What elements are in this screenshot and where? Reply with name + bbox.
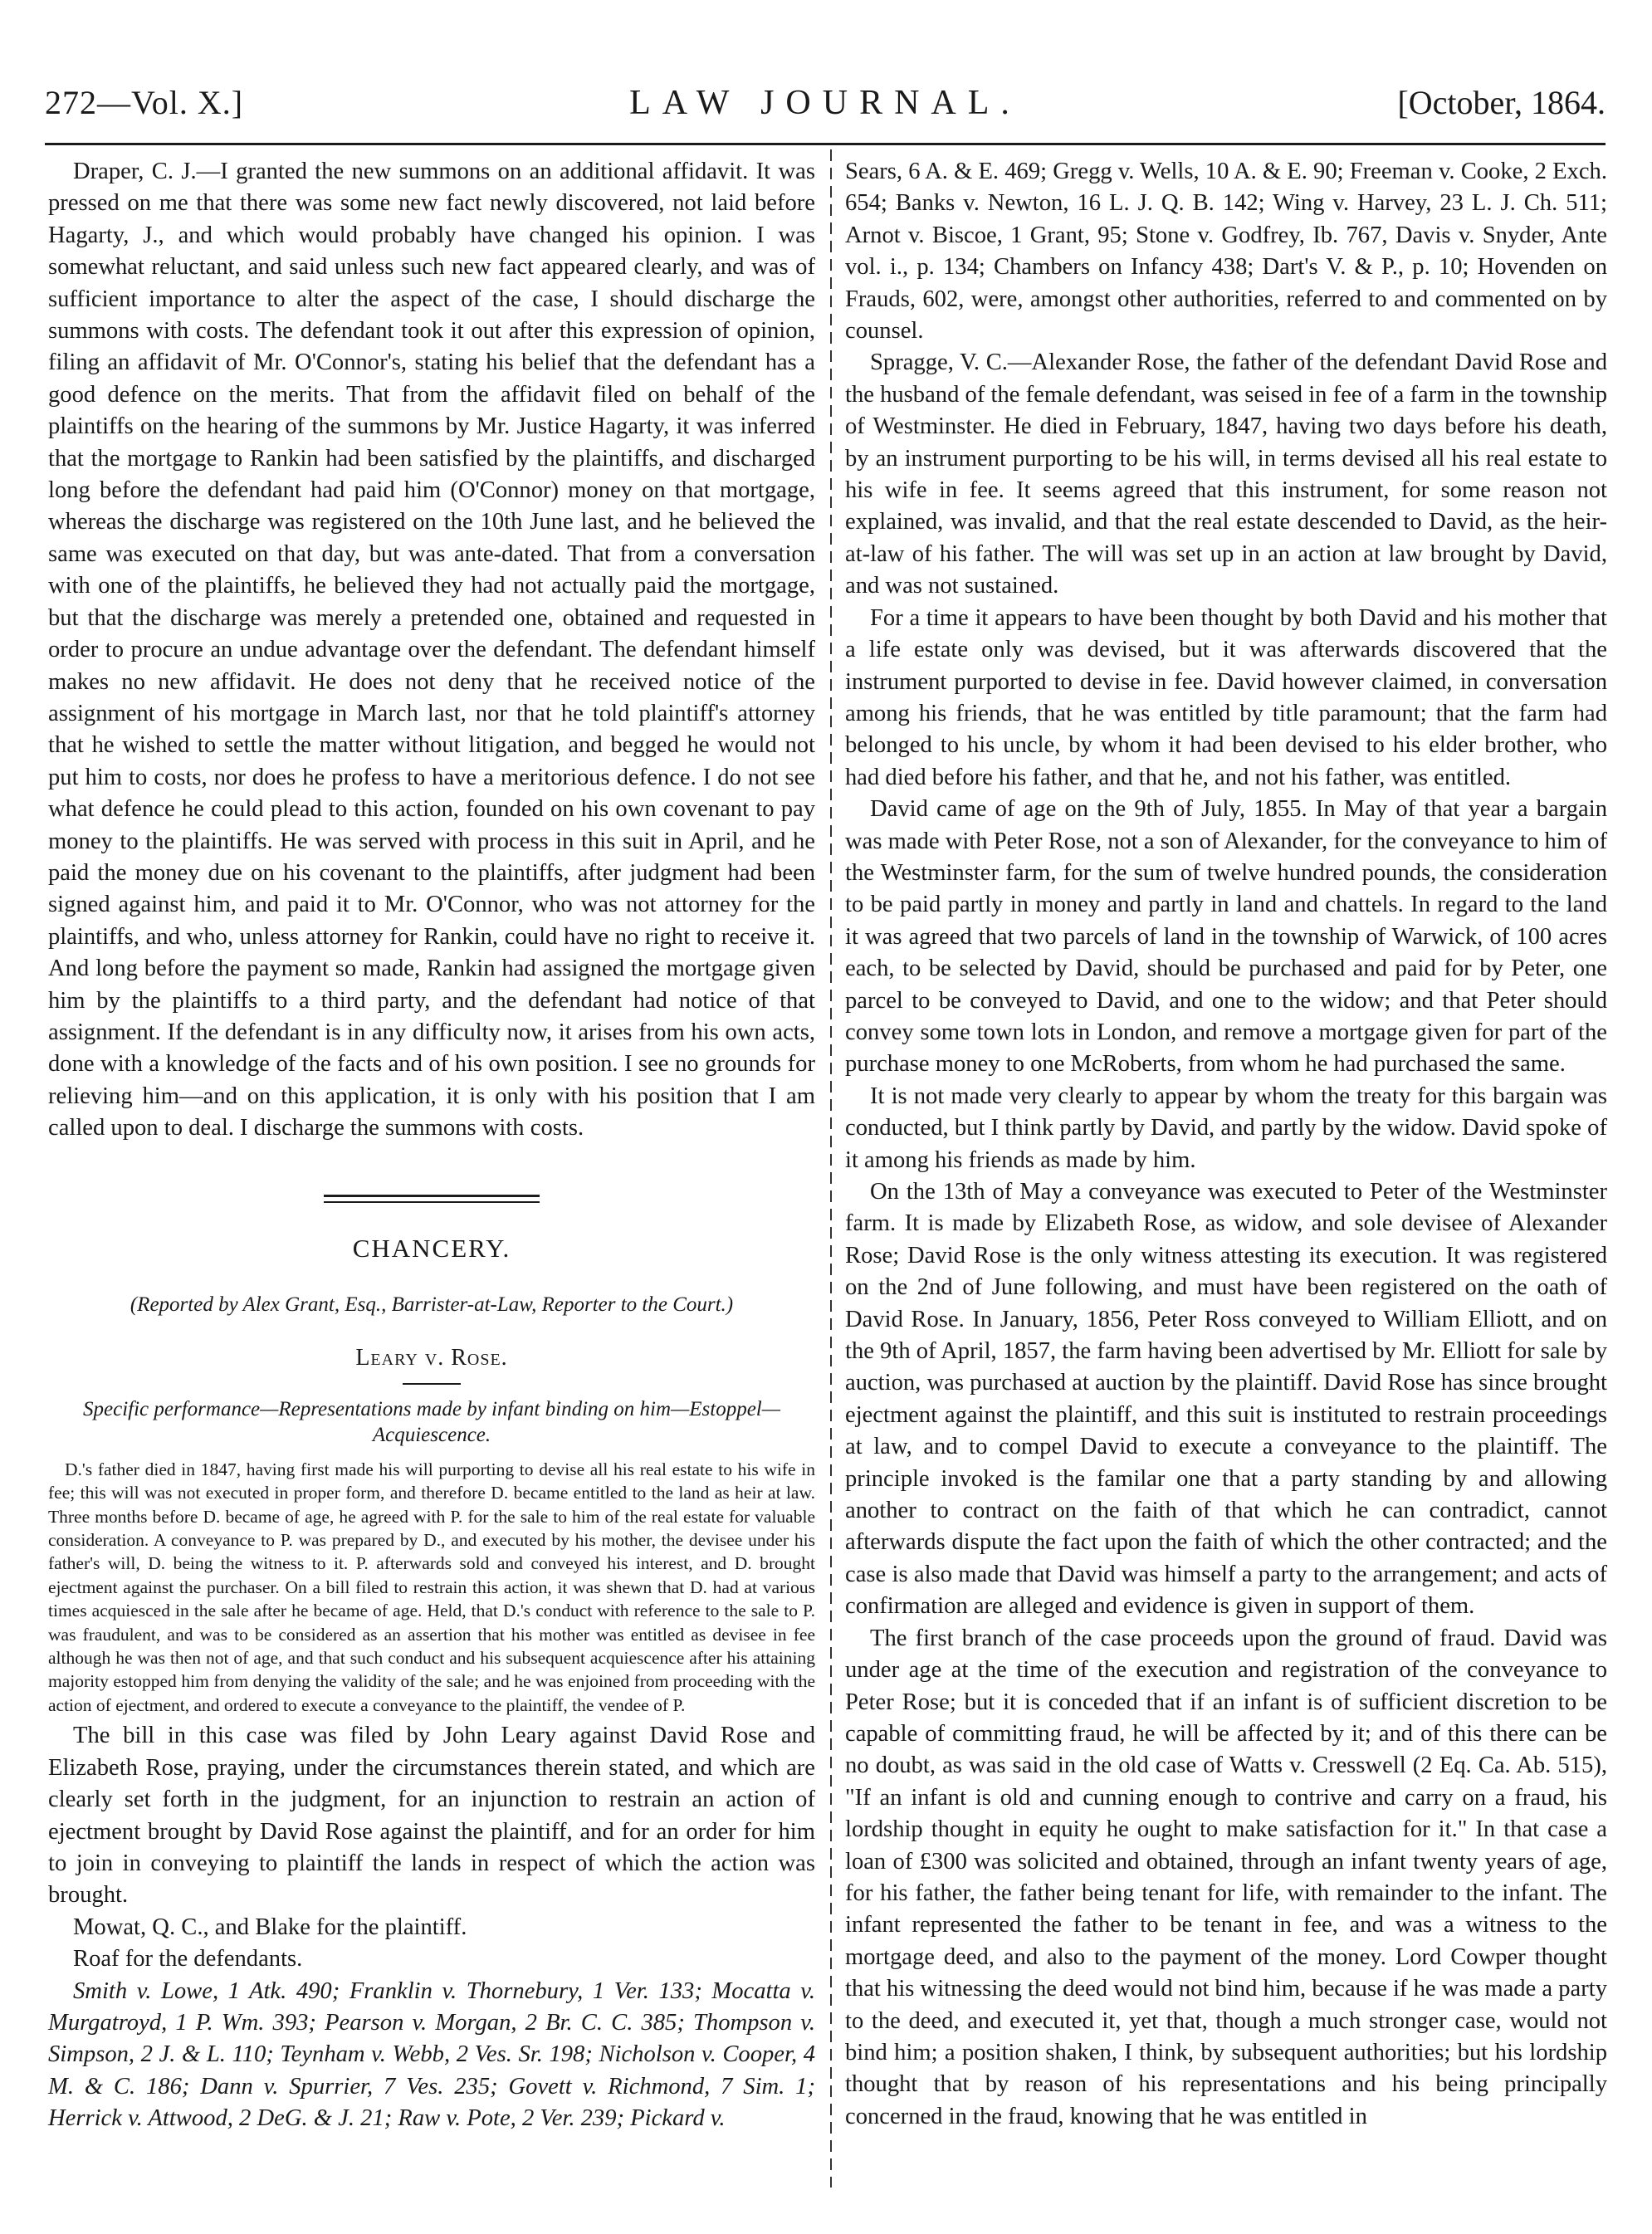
issue-date: [October, 1864. [1397,84,1606,121]
spragge-paragraph-2: For a time it appears to have been thought by both David and his mother that a life estate only was devised, but it was afterwards discovered that the instrument purported to devise in fee. David however claimed, in conversation among his friends, that he was entitled by title paramount; that the farm had belonged to his uncle, by whom it had been devised to his elder brother, who had died before his father, and that he, and not his father, was entitled. [845,604,1607,790]
spragge-paragraph-1: Spragge, V. C.—Alexander Rose, the father of the defendant David Rose and the husband of the female defendant, was seised in fee of a farm in the township of Westminster. He died in February, 1847, having two days before his death, by an instrument purporting to be his will, in terms devised all his real estate to his wife in fee. It seems agreed that this instrument, for some reason not explained, was invalid, and that the real estate descended to David, as the heir-at-law of his father. The will was set up in an action at law brought by David, and was not sustained. [845,350,1607,599]
case-title-rule [403,1383,461,1385]
spragge-paragraph-4: It is not made very clearly to appear by whom the treaty for this bargain was conducted, but I think partly by David, and partly by the widow. David spoke of it among his friends as made by him. [845,1083,1607,1173]
citations-continued: Sears, 6 A. & E. 469; Gregg v. Wells, 10 A. & E. 90; Freeman v. Cooke, 2 Exch. 654; Banks v. Newton, 16 L. J. Q. B. 142; Wing v. Harvey, 23 L. J. Ch. 511; Arnot v. Biscoe, 1 Grant, 95; Stone v. Godfrey, Ib. 767, Davis v. Snyder, Ante vol. i., p. 134; Chambers on Infancy 438; Dart's V. & P., p. 10; Hovenden on Frauds, 602, were, amongst other authorities, referred to and commented on by counsel. [845,159,1607,345]
counsel-defendants: Roaf for the defendants. [73,1946,303,1972]
reporter-credit: (Reported by Alex Grant, Esq., Barrister-at-Law, Reporter to the Court.) [130,1293,734,1316]
section-title: CHANCERY. [352,1233,511,1263]
header-rule [45,143,1606,145]
headnote [48,1458,815,1717]
spragge-paragraph-6: The first branch of the case proceeds upon the ground of fraud. David was under age at the time of the execution and registration of the conveyance to Peter Rose; but it is conceded that if an infant is of sufficient discretion to be capable of committing fraud, he will be affected by it; and of this there can be no doubt, as was said in the old case of Watts v. Cresswell (2 Eq. Ca. Ab. 515), "If an infant is old and cunning enough to contrive and carry on a fraud, his lordship thought in equity he ought to make satisfaction for it." In that case a loan of £300 was solicited and obtained, through an infant twenty years of age, for his father, the father being tenant for life, with remainder to the infant. The infant represented the father to be tenant in fee, and was a witness to the mortgage deed, and also to the payment of the money. Lord Cowper thought that his witnessing the deed would not bind him, because if he was made a party to the deed, and executed it, yet that, though a much stronger case, would not bind him; a position shaken, I think, by subsequent authorities; but his lordship thought that by reason of his representations and his being principally concerned in the fraud, knowing that he was entitled in [845,1625,1607,2129]
spragge-paragraph-3: David came of age on the 9th of July, 1855. In May of that year a bargain was made with Peter Rose, not a son of Alexander, for the conveyance to him of the Westminster farm, for the sum of twelve hundred pounds, the consideration to be paid partly in money and partly in land and chattels. In regard to the land it was agreed that two parcels of land in the township of Warwick, of 100 acres each, to be selected by David, should be purchased and paid for by Peter, one parcel to be conveyed to David, and one to the widow; and that Peter should convey some town lots in London, and remove a mortgage given for part of the purchase money to one McRoberts, from whom he had purchased the same. [845,796,1607,1078]
page-header [45,83,1606,133]
counsel-plaintiff: Mowat, Q. C., and Blake for the plaintiff. [73,1914,467,1940]
headnote-text: D.'s father died in 1847, having first made his will purporting to devise all his real estate to his wife in fee; this will was not executed in proper form, and therefore D. became entitled to the land as heir at law. Three months before D. became of age, he agreed with P. for the sale to him of the real estate for valuable consideration. A conveyance to P. was prepared by D., and executed by his mother, the devisee under his father's will, D. being the witness to it. P. afterwards sold and conveyed his interest, and D. brought ejectment against the purchaser. On a bill filed to restrain this action, it was shewn that D. had at various times acquiesced in the sale after he became of age. Held, that D.'s conduct with reference to the sale to P. was fraudulent, and was to be considered as an assertion that his mother was entitled as devisee in fee although he was then not of age, and that such conduct and his subsequent acquiescence after his attaining majority estopped him from denying the validity of the sale; and he was enjoined from proceeding with the action of ejectment, and ordered to execute a conveyance to the plaintiff, the vendee of P. [48,1459,815,1715]
case-title: Leary v. Rose. [355,1345,508,1371]
right-column [845,156,1607,2133]
spragge-paragraph-5: On the 13th of May a conveyance was executed to Peter of the Westminster farm. It is made by Elizabeth Rose, as widow, and sole devisee of Alexander Rose; David Rose is the only witness attesting its execution. It was registered on the 2nd of June following, and must have been registered on the oath of David Rose. In January, 1856, Peter Ross conveyed to William Elliott, and on the 9th of April, 1857, the farm having been advertised by Mr. Elliott for sale by auction, was purchased at auction by the plaintiff. David Rose has since brought ejectment against the plaintiff, and this suit is instituted to restrain proceedings at law, and to compel David to execute a conveyance to the plaintiff. The principle invoked is the familar one that a party standing by and allowing another to contract on the faith of that which he can contradict, cannot afterwards dispute the fact upon the faith of which the other contracted; and the case is also made that David was himself a party to the arrangement; and acts of confirmation are alleged and evidence is given in support of them. [845,1179,1607,1620]
section-divider [324,1195,540,1203]
citations: Smith v. Lowe, 1 Atk. 490; Franklin v. Thornebury, 1 Ver. 133; Mocatta v. Murgatroyd, 1 P. Wm. 393; Pearson v. Morgan, 2 Br. C. C. 385; Thompson v. Simpson, 2 J. & L. 110; Teynham v. Webb, 2 Ves. Sr. 198; Nicholson v. Cooper, 4 M. & C. 186; Dann v. Spurrier, 7 Ves. 235; Govett v. Richmond, 7 Sim. 1; Herrick v. Attwood, 2 DeG. & J. 21; Raw v. Pote, 2 Ver. 239; Pickard v. [48,1977,815,2132]
headnote-keywords: Specific performance—Representations made by infant binding on him—Estoppel—Acquiescence. [83,1397,780,1446]
left-column [48,156,815,2135]
draper-judgment-paragraph: Draper, C. J.—I granted the new summons on an additional affidavit. It was pressed on me that there was some new fact newly discovered, not laid before Hagarty, J., and which would probably have changed his opinion. I was somewhat reluctant, and said unless such new fact appeared clearly, and was of sufficient importance to alter the aspect of the case, I should discharge the summons with costs. The defendant took it out after this expression of opinion, filing an affidavit of Mr. O'Connor's, stating his belief that the defendant has a good defence on the merits. That from the affidavit filed on behalf of the plaintiffs on the hearing of the summons by Mr. Justice Hagarty, it was inferred that the mortgage to Rankin had been satisfied by the plaintiffs, and discharged long before the defendant had paid him (O'Connor) money on that mortgage, whereas the discharge was registered on the 10th June last, and he believed the same was executed on that day, but was ante-dated. That from a conversation with one of the plaintiffs, he believed they had not actually paid the mortgage, but that the discharge was merely a pretended one, obtained and requested in order to procure an undue advantage over the defendant. The defendant himself makes no new affidavit. He does not deny that he received notice of the assignment of his mortgage in March last, nor that he told plaintiff's attorney that he wished to settle the matter without litigation, and begged he would not put him to costs, nor does he profess to have a meritorious defence. I do not see what defence he could plead to this action, founded on his own covenant to pay money to the plaintiffs. He was served with process in this suit in April, and he paid the money due on his covenant to the plaintiffs, after judgment had been signed against him, and paid it to Mr. O'Connor, who was not attorney for the plaintiffs, and who, unless attorney for Rankin, could have no right to receive it. And long before the payment so made, Rankin had assigned the mortgage given him by the plaintiffs to a third party, and the defendant had notice of that assignment. If the defendant is in any difficulty now, it arises from his own acts, done with a knowledge of the facts and of his own position. I see no grounds for relieving him—and on this application, it is only with his position that I am called upon to deal. I discharge the summons with costs. [48,159,815,1141]
column-divider [830,149,832,2188]
page-number-volume: 272—Vol. X.] [45,84,244,121]
bill-paragraph: The bill in this case was filed by John Leary against David Rose and Elizabeth Rose, praying, under the circumstances therein stated, and which are clearly set forth in the judgment, for an injunction to restrain an action of ejectment brought by David Rose against the plaintiff, and for an order for him to join in conveying to plaintiff the lands in respect of which the action was brought. [48,1723,815,1909]
journal-title: LAW JOURNAL. [629,84,1021,122]
